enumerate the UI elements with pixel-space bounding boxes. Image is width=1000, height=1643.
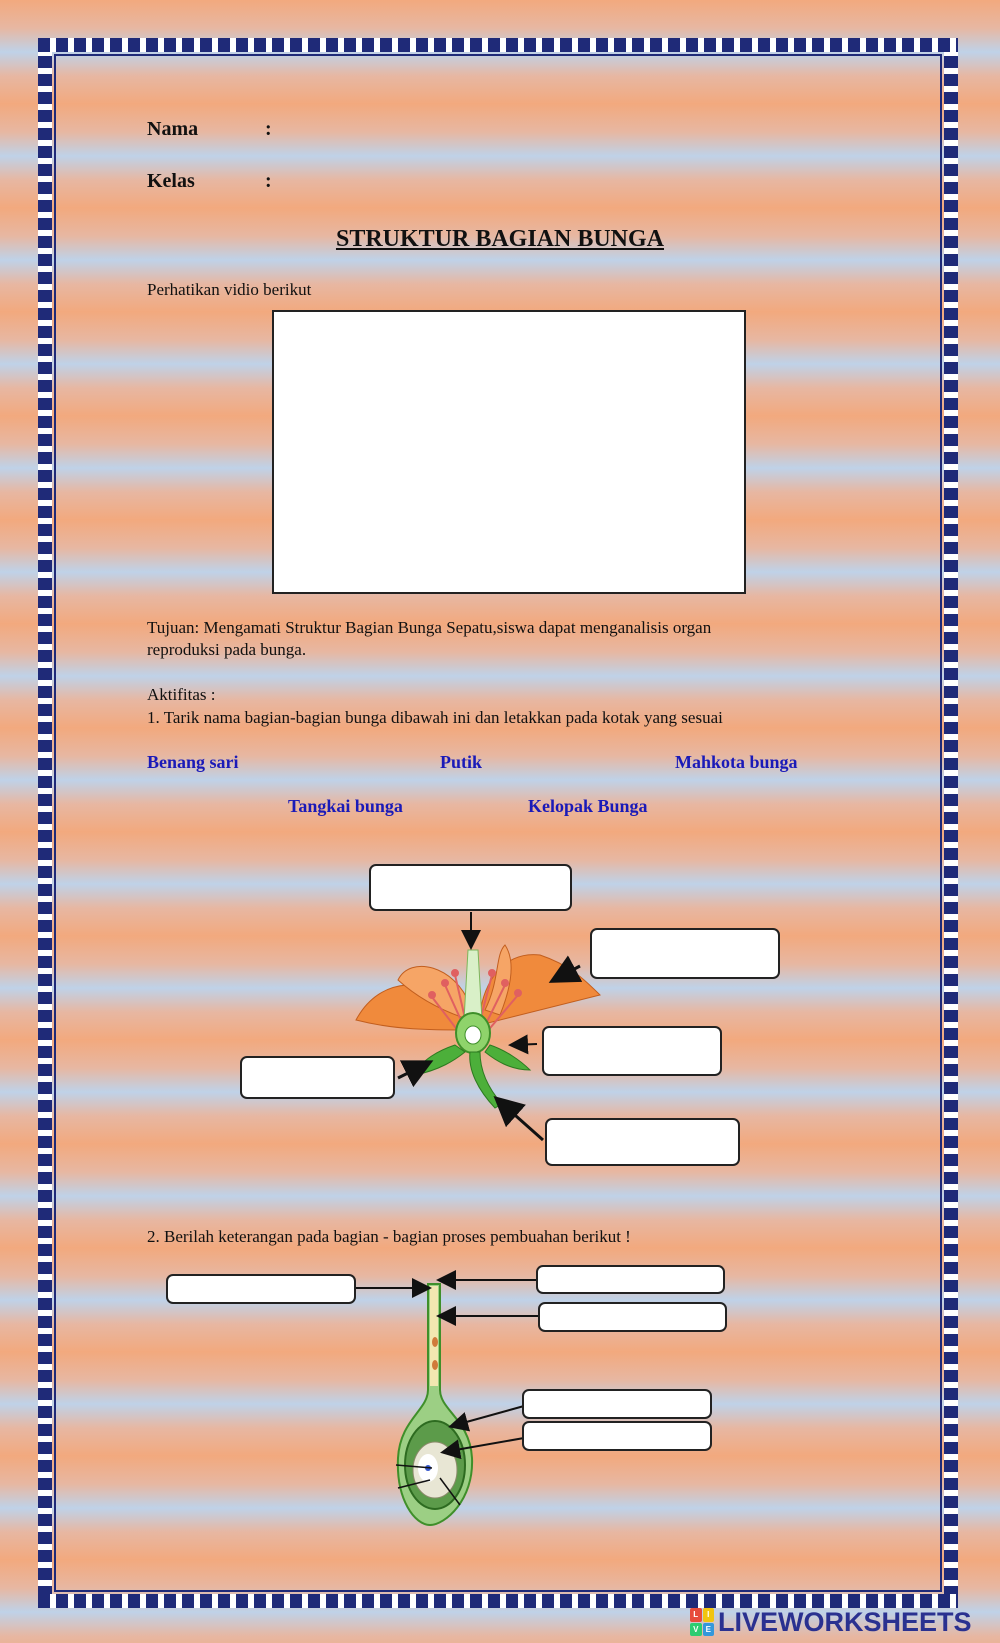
drag-word-mahkota-bunga[interactable]: Mahkota bunga (675, 752, 798, 772)
liveworksheets-watermark (690, 1604, 972, 1640)
answer-box-sepal[interactable] (240, 1056, 395, 1099)
watermark-text: LIVEWORKSHEETS (718, 1606, 972, 1637)
task-2-instruction: 2. Berilah keterangan pada bagian - bagian proses pembuahan berikut ! (147, 1227, 631, 1246)
liveworksheets-logo-icon: L I V E (690, 1608, 714, 1636)
flower-pistil (464, 950, 482, 1020)
flower-sepal-left (415, 1045, 465, 1075)
answer-box-fert-2[interactable] (538, 1302, 727, 1332)
video-instruction: Perhatikan vidio berikut (147, 280, 312, 299)
task-1-instruction: 1. Tarik nama bagian-bagian bunga dibawah ini dan letakkan pada kotak yang sesuai (147, 708, 723, 727)
nama-colon: : (265, 118, 272, 140)
flower-sepal-right (485, 1045, 530, 1070)
answer-box-stamen[interactable] (542, 1026, 722, 1076)
tujuan-line-1: Tujuan: Mengamati Struktur Bagian Bunga Sepatu,siswa dapat menganalisis organ (147, 618, 712, 637)
drag-word-putik[interactable]: Putik (440, 752, 483, 772)
answer-box-fert-1[interactable] (536, 1265, 725, 1294)
kelas-label: Kelas (147, 170, 195, 192)
drag-word-tangkai-bunga[interactable]: Tangkai bunga (288, 796, 403, 816)
answer-box-fert-left[interactable] (166, 1274, 356, 1304)
answer-box-petal[interactable] (590, 928, 780, 979)
drag-word-benang-sari[interactable]: Benang sari (147, 752, 239, 772)
page-title: STRUKTUR BAGIAN BUNGA (335, 226, 665, 252)
answer-box-stem[interactable] (545, 1118, 740, 1166)
drag-word-kelopak-bunga[interactable]: Kelopak Bunga (528, 796, 648, 816)
answer-box-fert-4[interactable] (522, 1421, 712, 1451)
answer-box-pistil[interactable] (369, 864, 572, 911)
tujuan-line-2: reproduksi pada bunga. (147, 640, 307, 659)
answer-box-fert-3[interactable] (522, 1389, 712, 1419)
fertilization-diagram (398, 1284, 472, 1525)
aktifitas-label: Aktifitas : (147, 685, 216, 704)
kelas-colon: : (265, 170, 272, 192)
nama-label: Nama (147, 118, 199, 140)
